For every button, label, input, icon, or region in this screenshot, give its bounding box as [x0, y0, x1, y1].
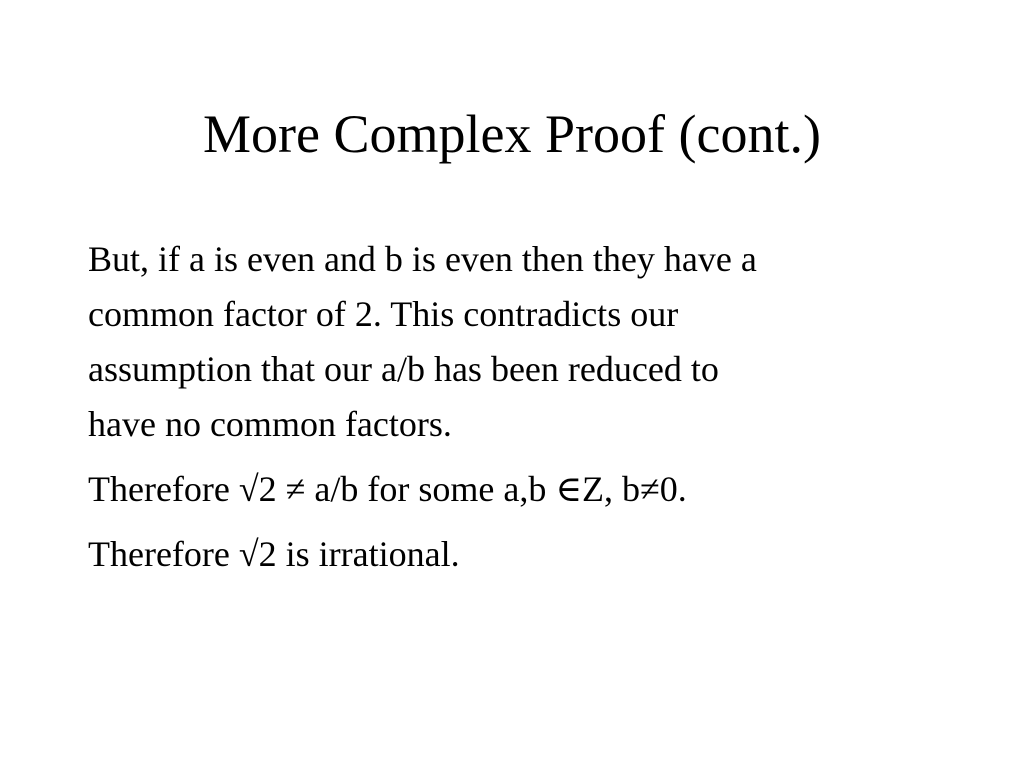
text-line: But, if a is even and b is even then they have a	[88, 239, 757, 279]
text-line: common factor of 2. This contradicts our	[88, 294, 679, 334]
slide-body	[88, 232, 948, 582]
paragraph-common-factor	[88, 232, 948, 452]
text-line: Therefore √2 ≠ a/b for some a,b ∈Z, b≠0.	[88, 469, 687, 509]
slide-title: More Complex Proof (cont.)	[203, 104, 821, 164]
text-line: Therefore √2 is irrational.	[88, 534, 460, 574]
text-line: assumption that our a/b has been reduced to	[88, 349, 719, 389]
paragraph-conclusion	[88, 527, 948, 582]
paragraph-sqrt2-not-ratio	[88, 462, 948, 517]
text-line: have no common factors.	[88, 404, 452, 444]
